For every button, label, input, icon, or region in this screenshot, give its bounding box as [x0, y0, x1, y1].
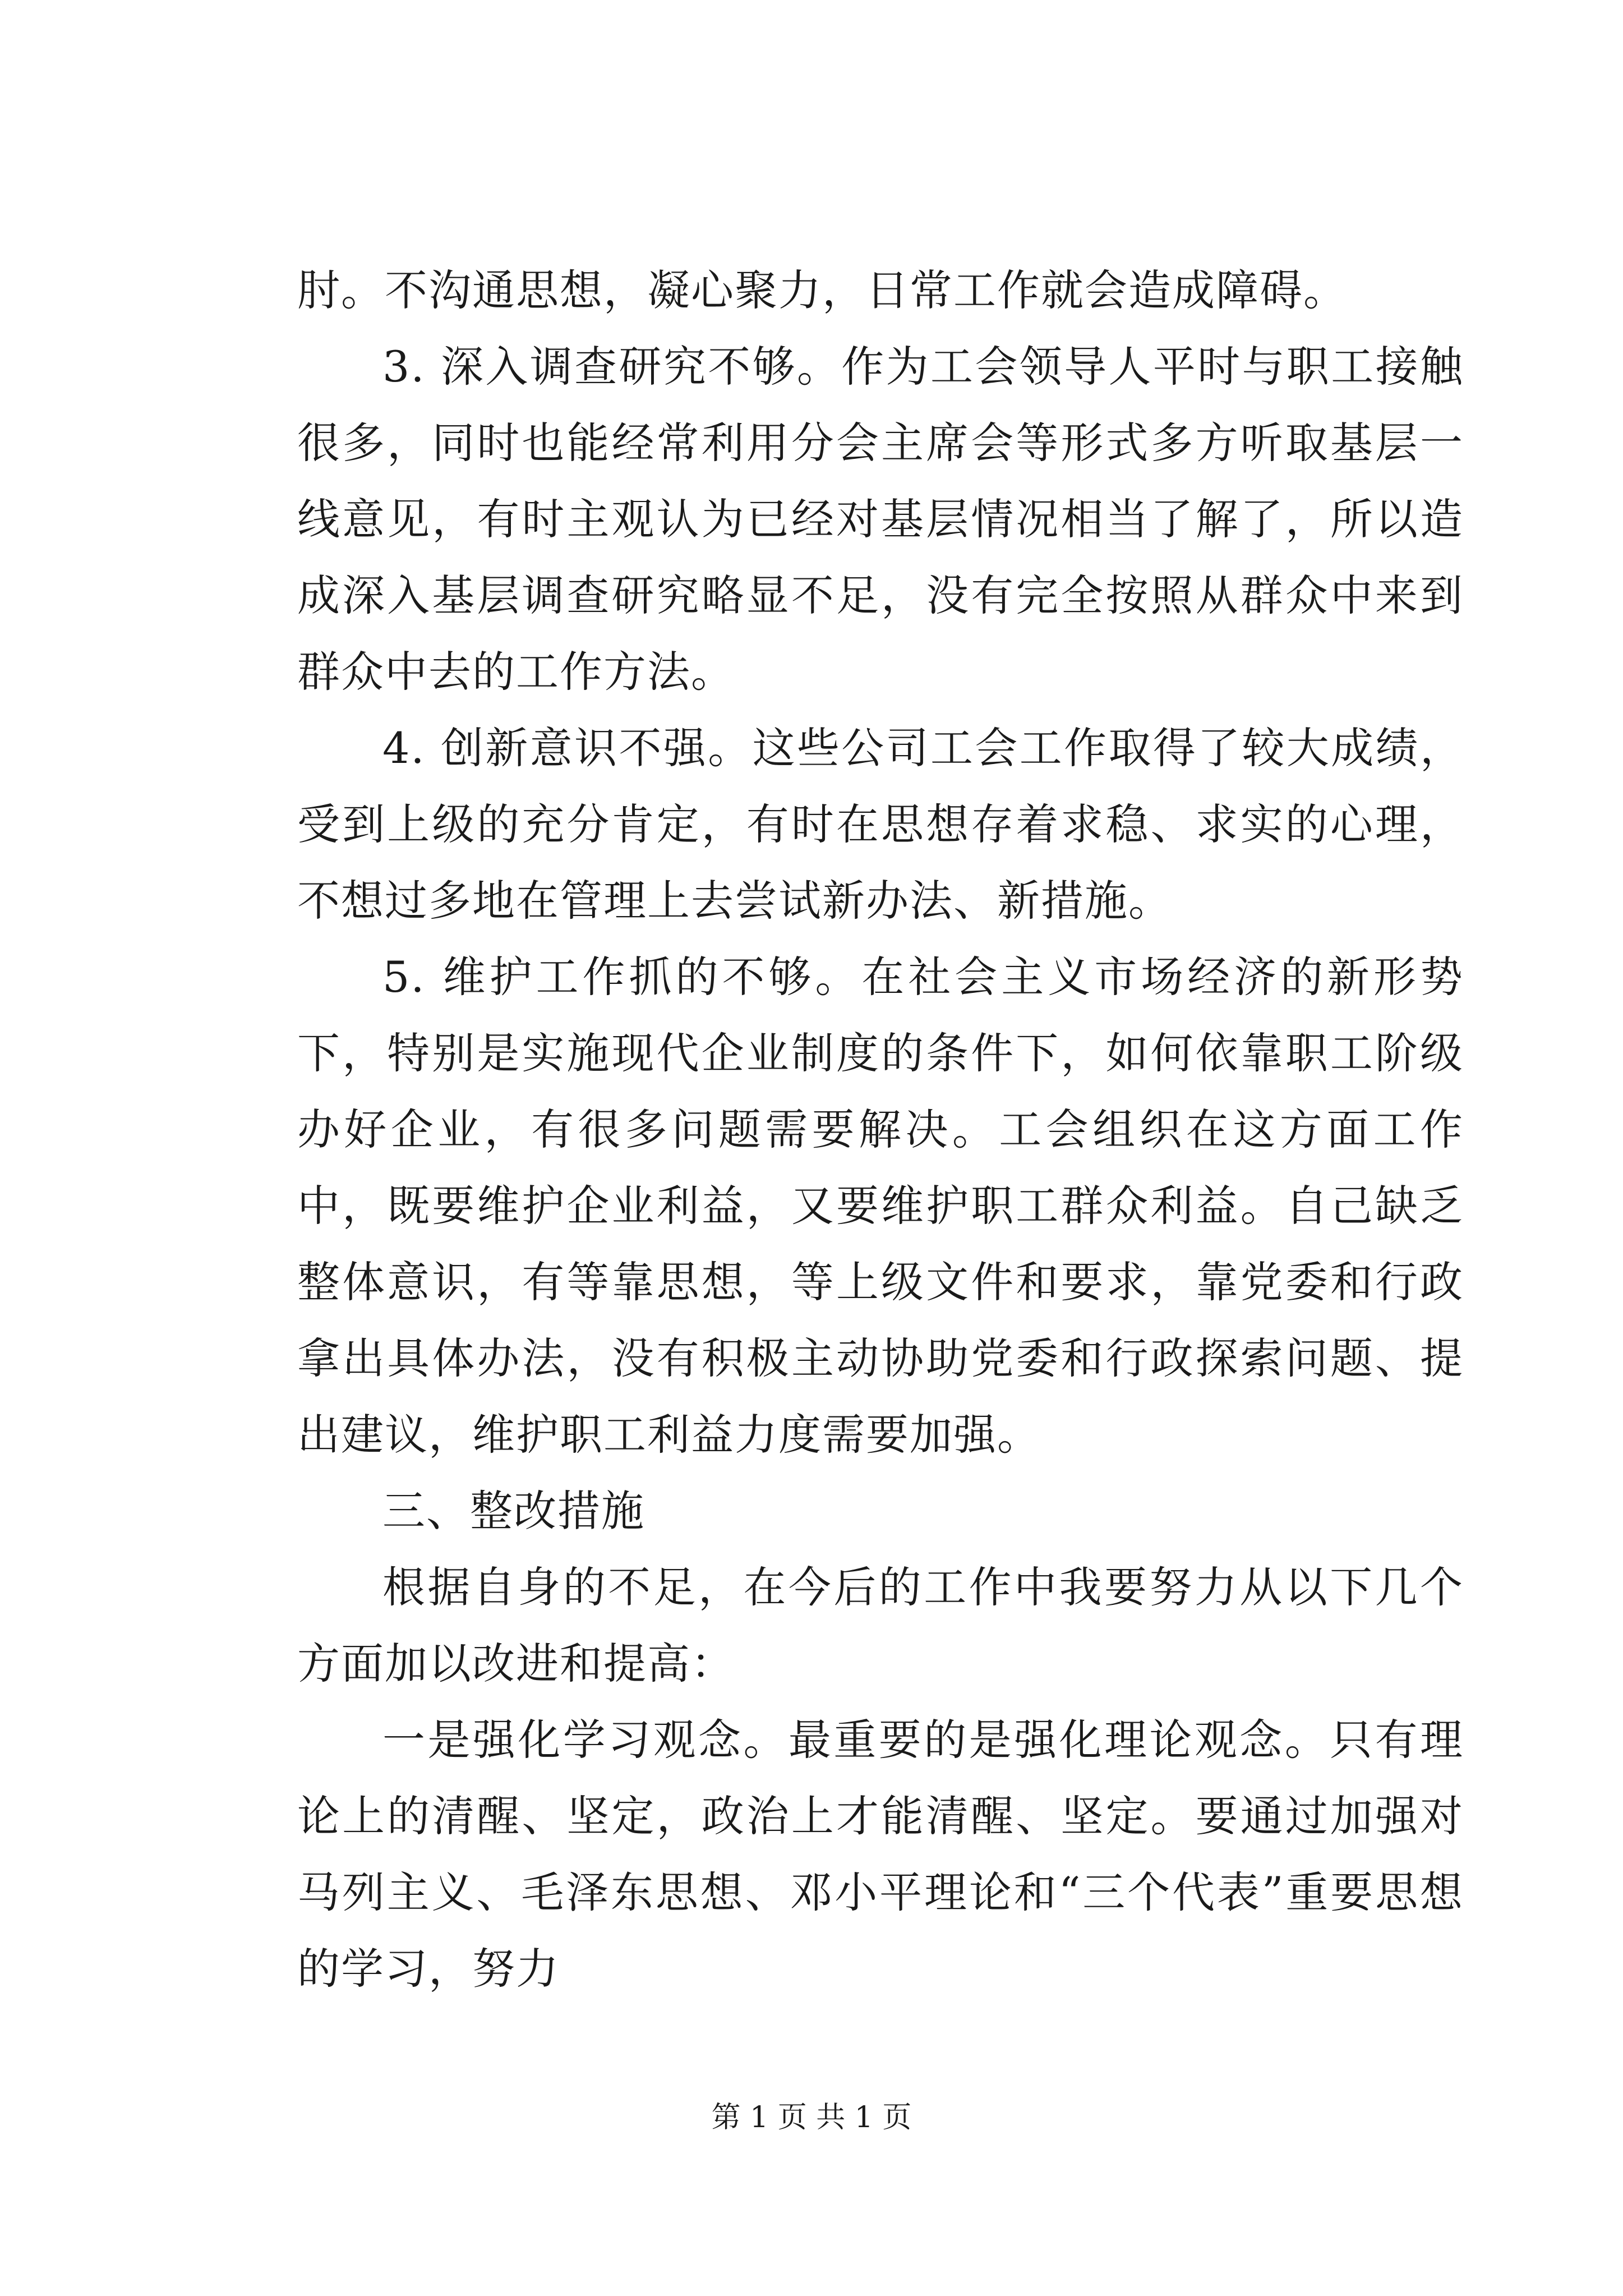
document-body [297, 252, 1464, 2007]
paragraph-continuation: 肘。不沟通思想，凝心聚力，日常工作就会造成障碍。 [297, 265, 1347, 315]
paragraph-item-3: 3. 深入调查研究不够。作为工会领导人平时与职工接触很多，同时也能经常利用分会主席会等形式多方听取基层一线意见，有时主观认为已经对基层情况相当了解了，所以造成深入基层调查研究略显不足，没有完全按照从群众中来到群众中去的工作方法。 [297, 342, 1464, 697]
paragraph-item-4: 4. 创新意识不强。这些公司工会工作取得了较大成绩，受到上级的充分肯定，有时在思想存着求稳、求实的心理，不想过多地在管理上去尝试新办法、新措施。 [297, 723, 1464, 926]
paragraph-item-5: 5. 维护工作抓的不够。在社会主义市场经济的新形势下，特别是实施现代企业制度的条件下，如何依靠职工阶级办好企业，有很多问题需要解决。工会组织在这方面工作中，既要维护企业利益，又要维护职工群众利益。自己缺乏整体意识，有等靠思想，等上级文件和要求，靠党委和行政拿出具体办法，没有积极主动协助党委和行政探索问题、提出建议，维护职工利益力度需要加强。 [297, 952, 1464, 1460]
paragraph-intro: 根据自身的不足，在今后的工作中我要努力从以下几个方面加以改进和提高： [297, 1562, 1464, 1688]
page-footer: 第 1 页 共 1 页 [711, 2101, 912, 2134]
section-heading: 三、整改措施 [382, 1486, 645, 1536]
paragraph-measure-1: 一是强化学习观念。最重要的是强化理论观念。只有理论上的清醒、坚定，政治上才能清醒、坚定。要通过加强对马列主义、毛泽东思想、邓小平理论和“三个代表”重要思想的学习，努力 [297, 1715, 1464, 1994]
